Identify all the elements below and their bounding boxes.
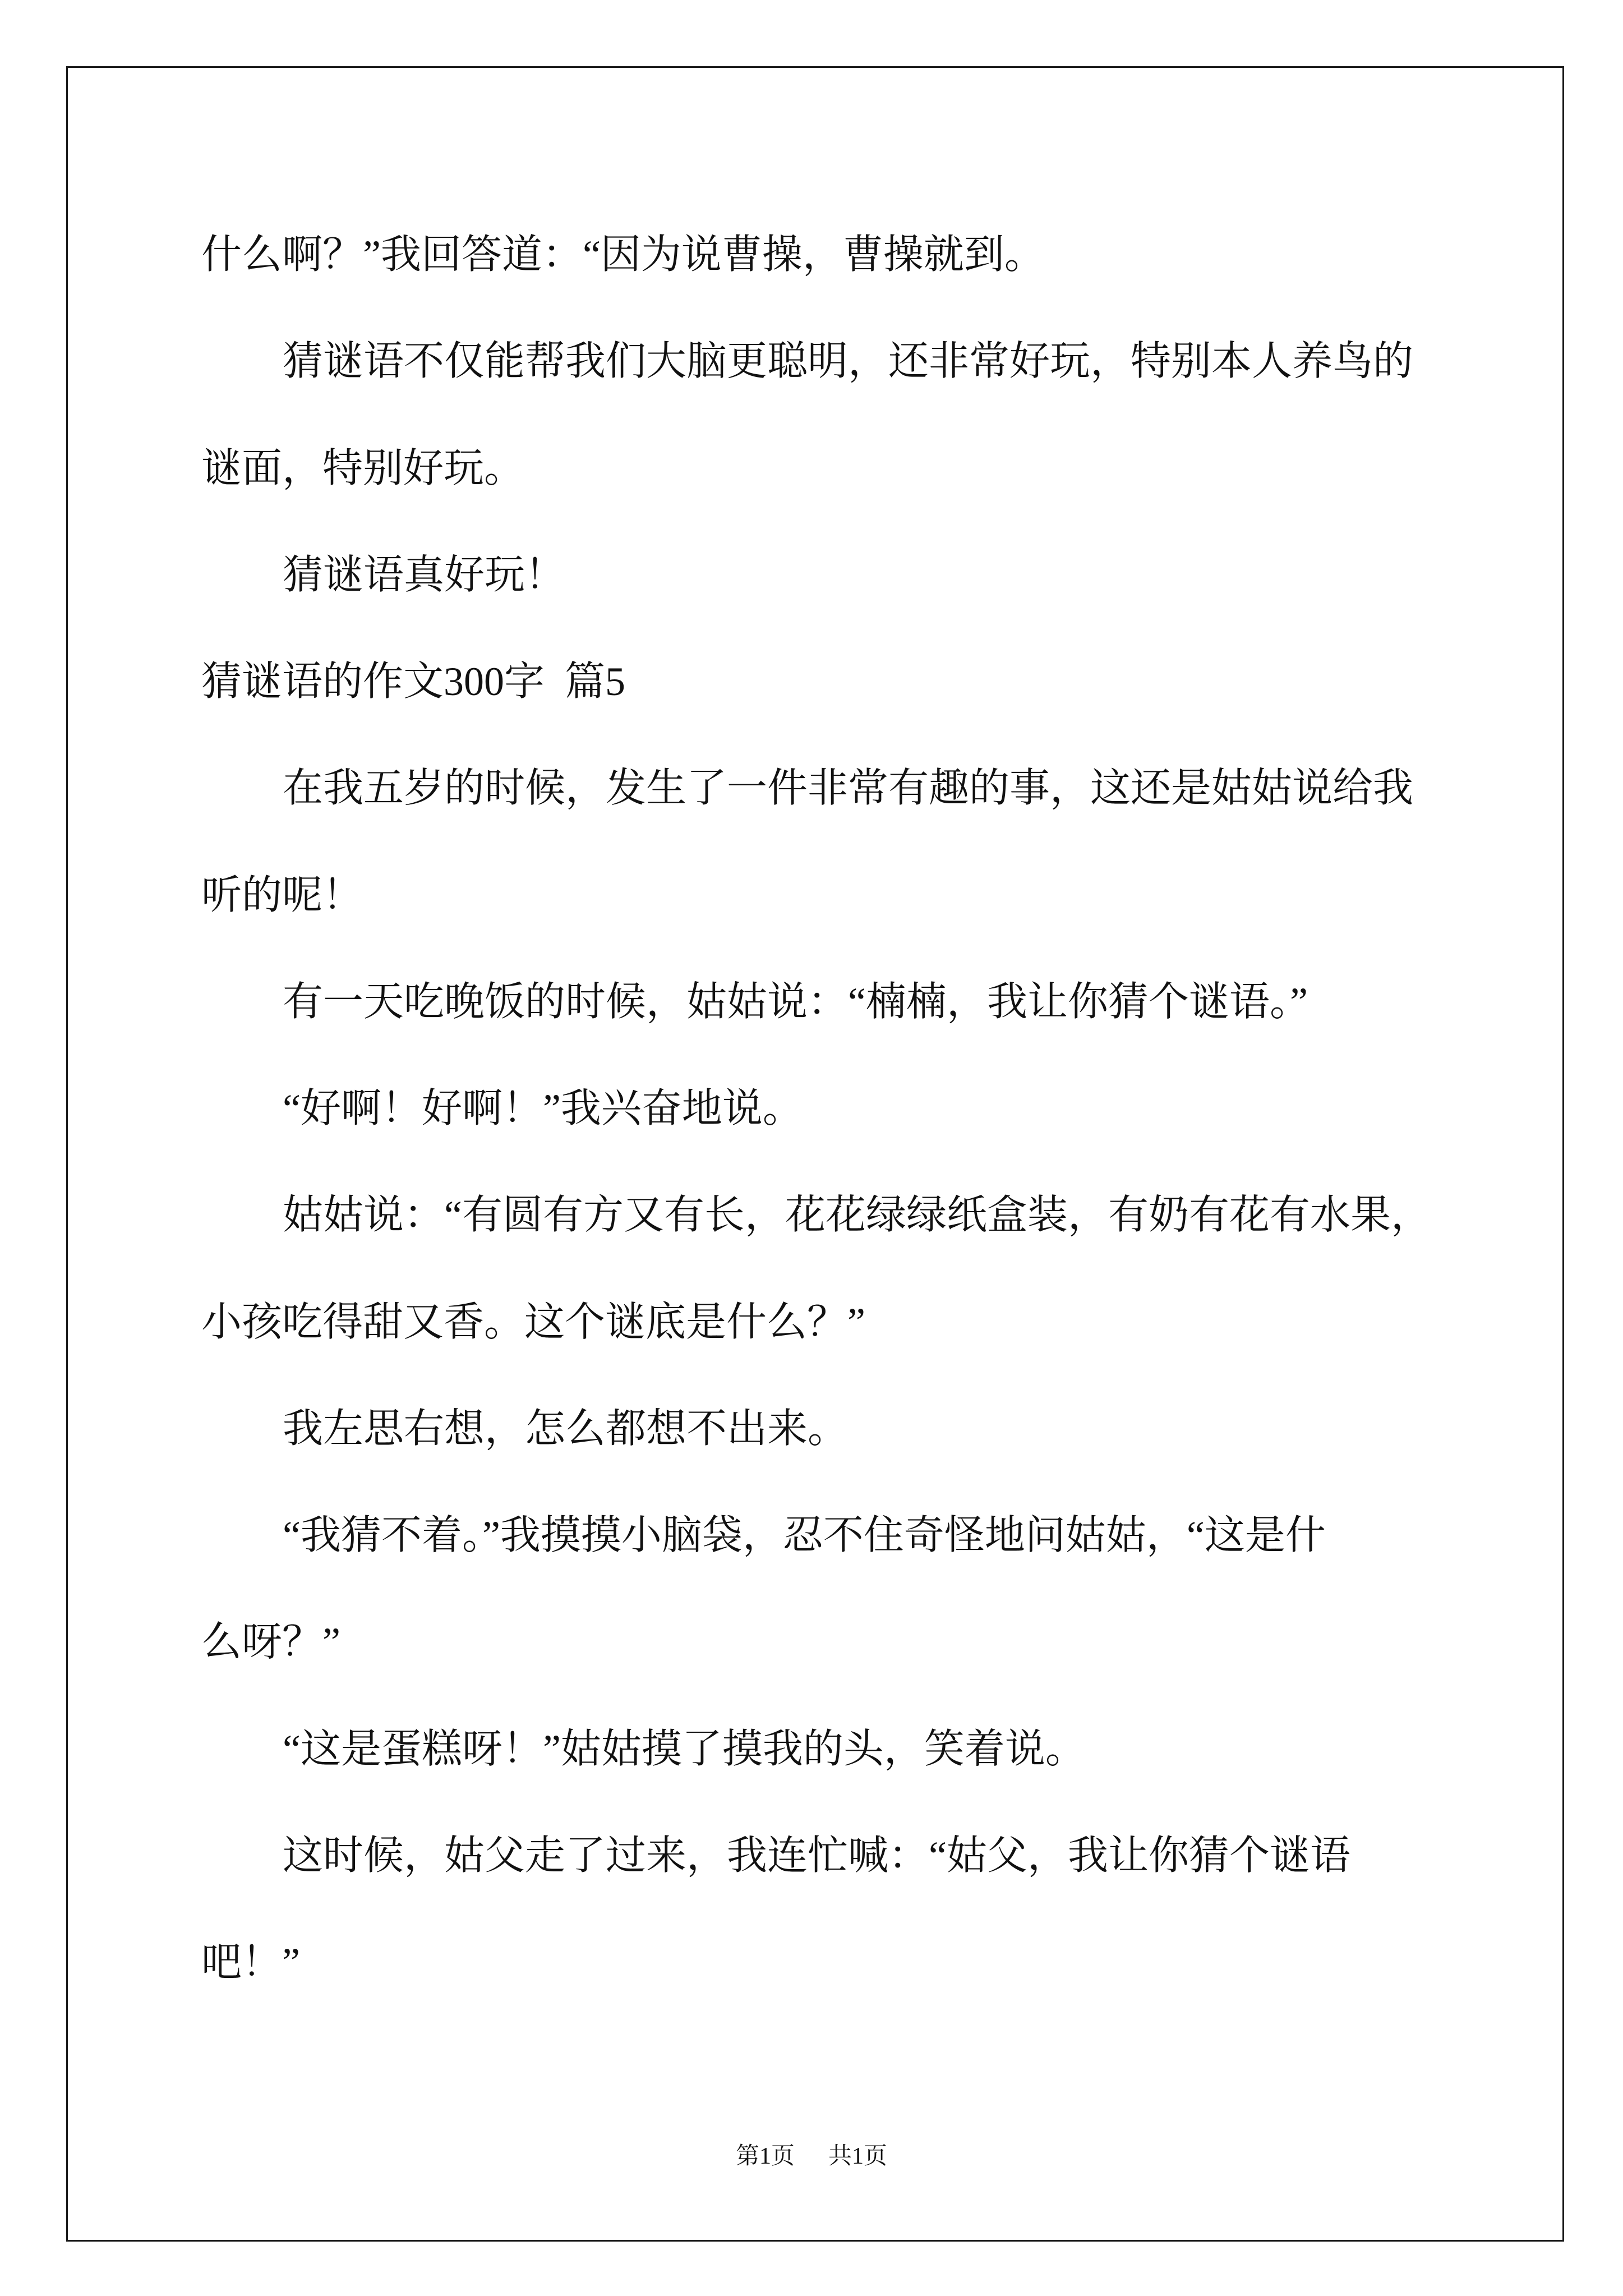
page-footer [0, 2139, 1623, 2173]
text-line: 有一天吃晚饭的时候，姑姑说：“楠楠，我让你猜个谜语。” [283, 979, 1308, 1024]
text-line: 这时候，姑父走了过来，我连忙喊：“姑父，我让你猜个谜语 [283, 1833, 1350, 1878]
text-line: 猜谜语不仅能帮我们大脑更聪明，还非常好玩，特别本人养鸟的 [283, 339, 1414, 384]
text-line: 听的呢！ [201, 872, 363, 918]
page-number: 第1页 [735, 2143, 795, 2169]
paragraph [201, 201, 1508, 308]
document-body [201, 201, 1508, 2016]
paragraph [201, 1055, 1508, 1162]
text-line: “这是蛋糕呀！”姑姑摸了摸我的头，笑着说。 [283, 1726, 1086, 1772]
paragraph [201, 1482, 1508, 1696]
text-line: 猜谜语真好玩！ [283, 552, 566, 597]
text-line: 什么啊？”我回答道：“因为说曹操，曹操就到。 [201, 232, 1045, 277]
text-line: 在我五岁的时候，发生了一件非常有趣的事，这还是姑姑说给我 [283, 766, 1414, 811]
text-line: 吧！” [201, 1940, 300, 1985]
paragraph [201, 949, 1508, 1055]
paragraph [201, 1375, 1508, 1482]
paragraph [201, 1696, 1508, 1802]
page-total: 共1页 [828, 2143, 888, 2169]
text-line: 小孩吃得甜又香。这个谜底是什么？” [201, 1299, 865, 1345]
text-line: 谜面，特别好玩。 [201, 445, 525, 491]
text-line: 姑姑说：“有圆有方又有长，花花绿绿纸盒装，有奶有花有水果， [283, 1193, 1431, 1238]
paragraph [201, 1162, 1508, 1375]
paragraph [201, 308, 1508, 522]
paragraph [201, 735, 1508, 949]
paragraph [201, 1802, 1508, 2016]
paragraph [201, 522, 1508, 628]
text-line: “我猜不着。”我摸摸小脑袋，忍不住奇怪地问姑姑，“这是什 [283, 1513, 1326, 1558]
text-line: 么呀？” [201, 1619, 340, 1665]
text-line: 我左思右想，怎么都想不出来。 [283, 1406, 849, 1451]
text-line: “好啊！好啊！”我兴奋地说。 [283, 1086, 803, 1131]
section-title: 猜谜语的作文300字 篇5 [201, 659, 626, 704]
